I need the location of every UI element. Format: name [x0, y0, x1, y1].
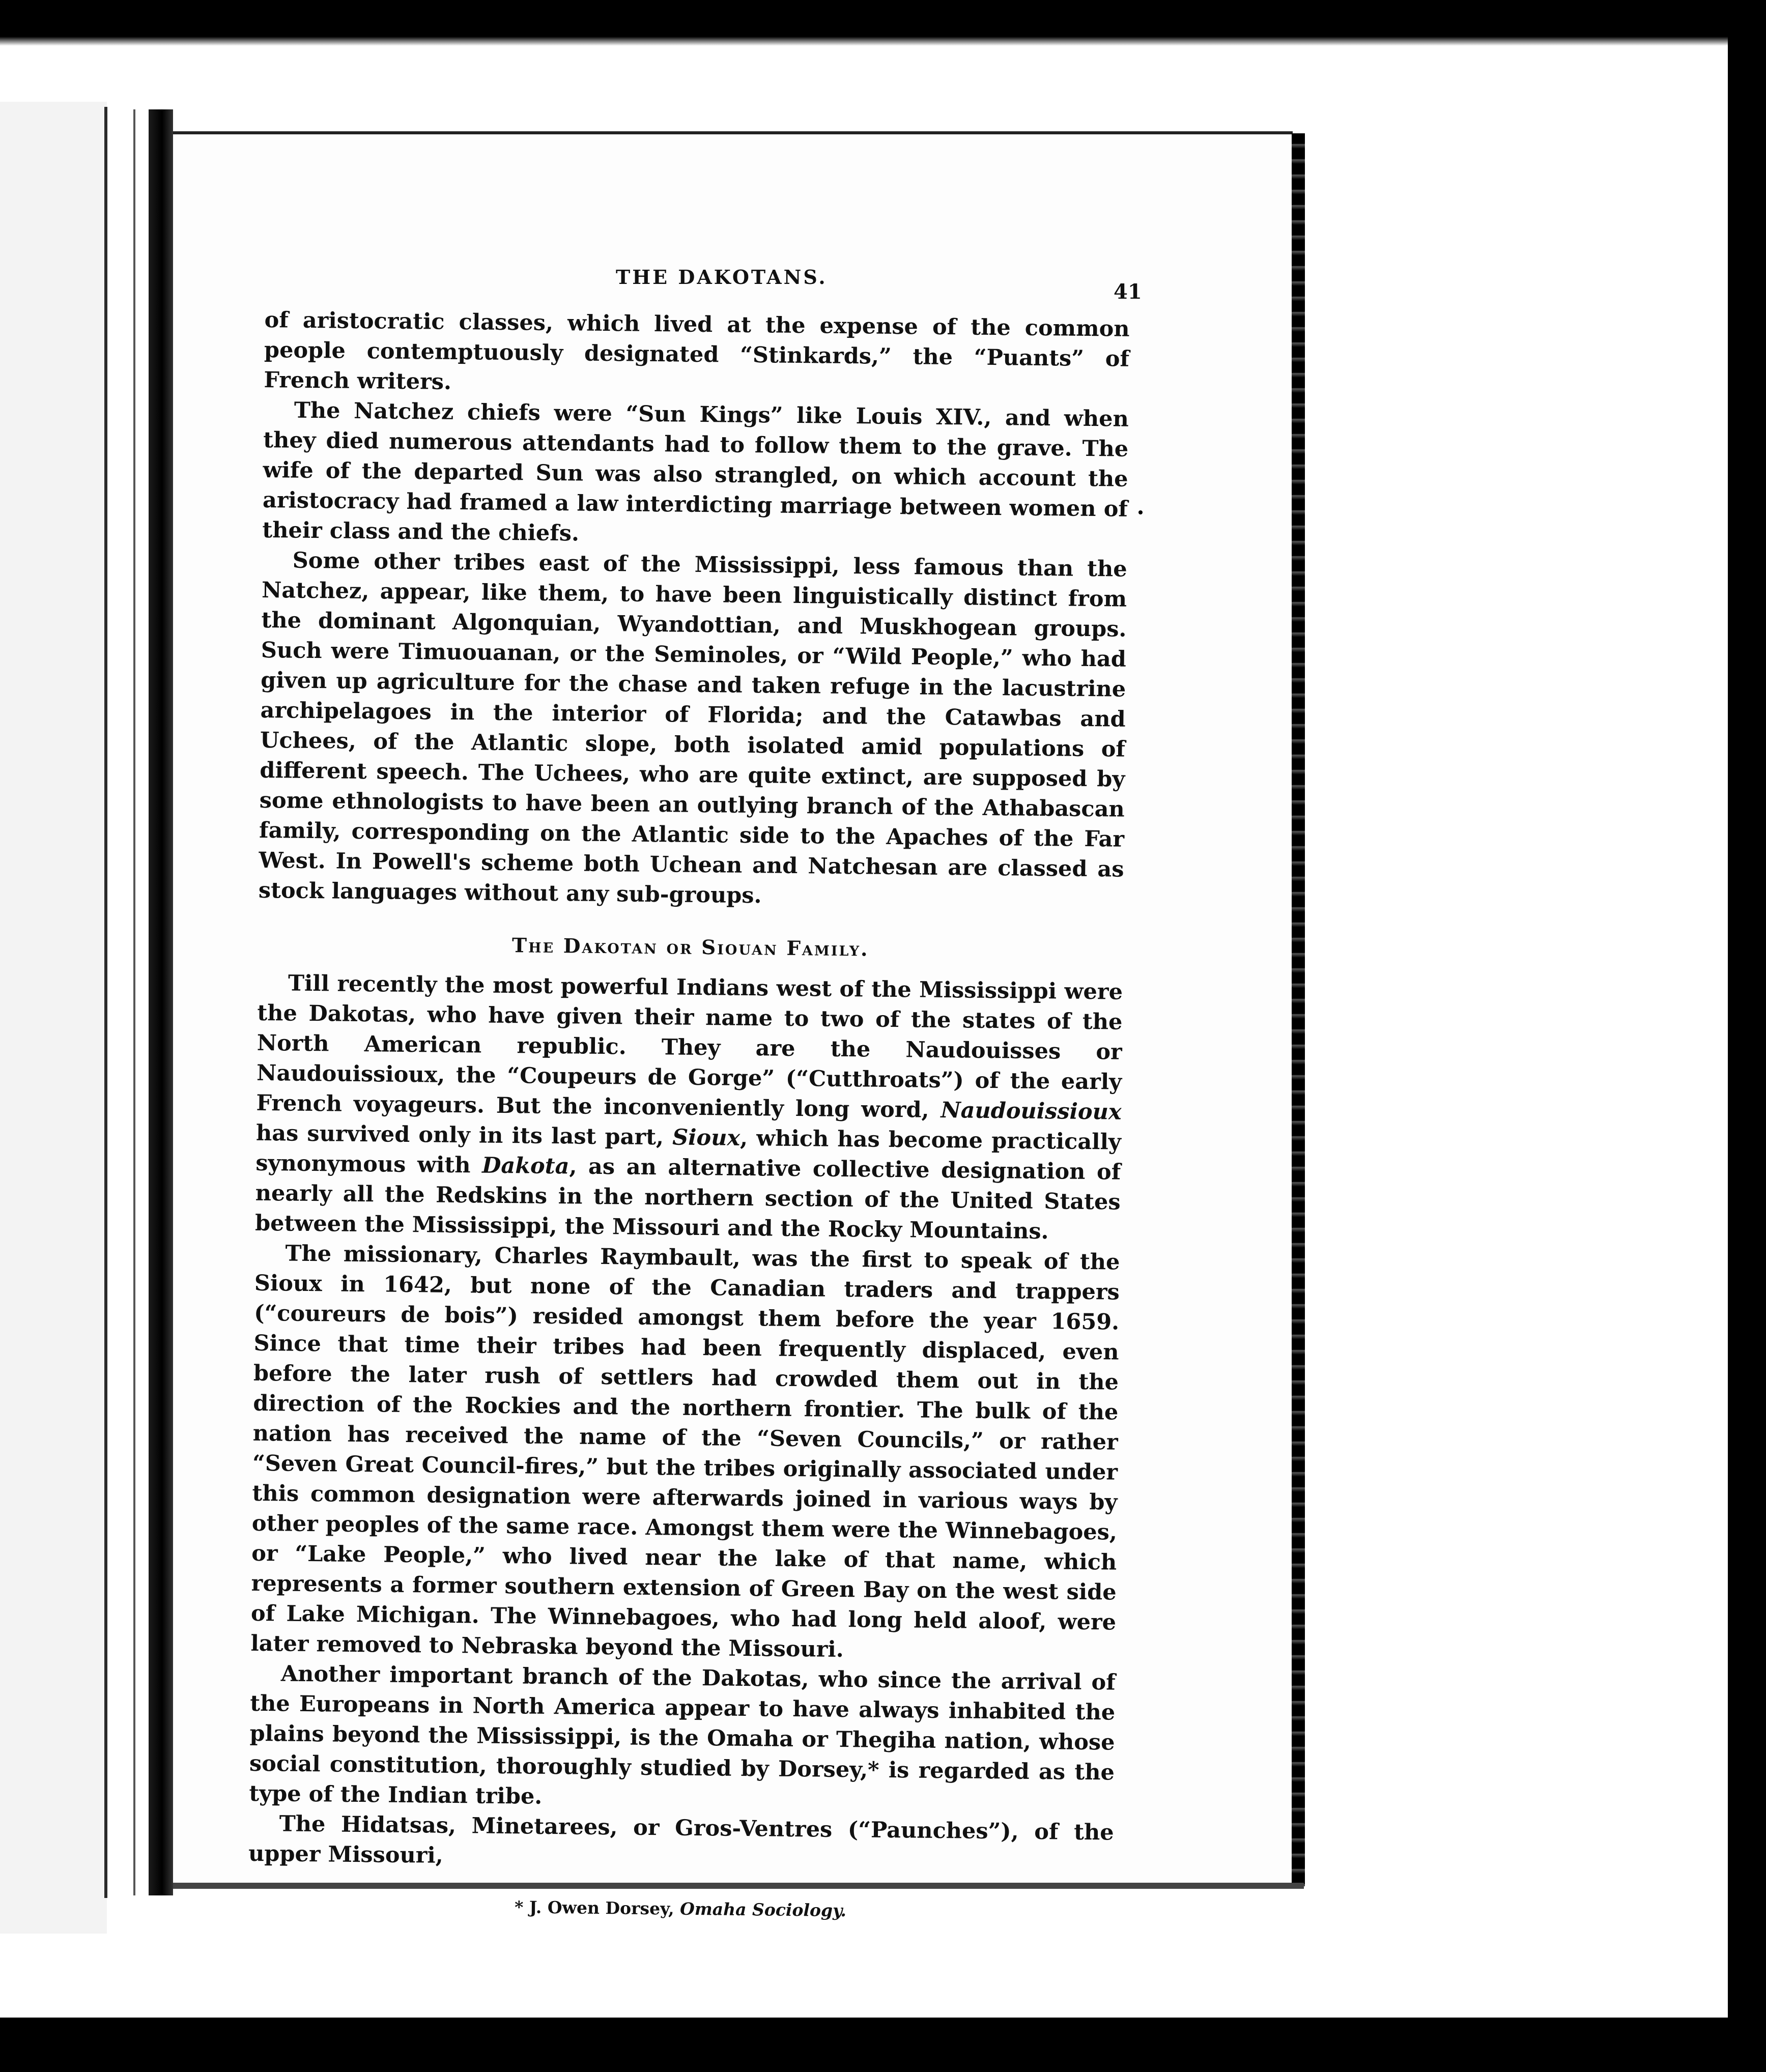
page-number: 41 [1114, 280, 1142, 304]
body-text [248, 305, 1130, 1929]
footnote-author: * J. Owen Dorsey, [514, 1897, 680, 1919]
section-heading: The Dakotan or Siouan Family. [511, 934, 869, 961]
scan-frame-right [1728, 0, 1766, 2072]
italic-term: Dakota [481, 1153, 569, 1179]
paragraph: The Natchez chiefs were “Sun Kings” like Louis XIV., and when they died numerous attendants had to follow them to the grave. The wife of the departed Sun was also strangled, on which account the aristocracy had framed a law interdicting marriage between women of their class and the chiefs. [262, 397, 1129, 546]
paragraph: Another important branch of the Dakotas, who since the arrival of the Europeans in North America appear to have always inhabited the plains beyond the Mississippi, is the Omaha or Thegiha nation, whose social constitution, thoroughly studied by Dorsey,* is regarded as the type of the Indian tribe. [249, 1661, 1116, 1809]
paragraph-text: has survived only in its last part, [255, 1120, 673, 1150]
adjacent-page [0, 102, 107, 1934]
paragraph: The Hidatsas, Minetarees, or Gros-Ventres (“Paunches”), of the upper Missouri, [248, 1811, 1114, 1868]
italic-term: Sioux [672, 1125, 740, 1151]
italic-term: Naudouissioux [941, 1097, 1122, 1125]
scan-frame-bottom [0, 2018, 1766, 2072]
running-head: THE DAKOTANS. [616, 266, 828, 289]
scan-frame-top [0, 0, 1766, 37]
gutter-line [133, 109, 135, 1895]
paragraph-text: Till recently the most powerful Indians west of the Mississippi were the Dakotas, who have given their name to two of the states of the North American republic. They are the Naudouisses or Naudouissioux, the “Coupeurs de Gorge” (“Cutthroats”) of the early French voyageurs. But the inconveniently long word, [256, 970, 1123, 1123]
footnote [248, 1889, 1114, 1929]
paragraph-text: , as an alternative collective designation of nearly all the Redskins in the northern section of the United States between the Mississippi, the Missouri and the Rocky Mountains. [254, 1154, 1121, 1245]
paragraph: The missionary, Charles Raymbault, was the first to speak of the Sioux in 1642, but none of the Canadian traders and trappers (“coureurs de bois”) resided amongst them before the year 1659. Since that time their tribes had been frequently displaced, even before the later rush of settlers had crowded them out in the direction of the Rockies and the northern frontier. The bulk of the nation has received the name of the “Seven Councils,” or rather “Seven Great Council-fires,” but the tribes originally associated under this common designation were afterwards joined in various ways by other peoples of the same race. Amongst them were the Winnebagoes, or “Lake People,” who lived near the lake of that name, which represents a former southern extension of Green Bay on the west side of Lake Michigan. The Winnebagoes, who had long held aloof, were later removed to Nebraska beyond the Missouri. [250, 1241, 1120, 1663]
gutter-line [104, 107, 107, 1898]
paragraph [255, 968, 1123, 1248]
paragraph: Some other tribes east of the Mississippi, less famous than the Natchez, appear, like them, to have been linguistically distinct from the dominant Algonquian, Wyandottian, and Muskhogean groups. Such were Timuouanan, or the Seminoles, or “Wild People,” who had given up agriculture for the chase and taken refuge in the lacustrine archipelagoes in the interior of Florida; and the Catawbas and Uchees, of the Atlantic slope, both isolated amid populations of different speech. The Uchees, who are quite extinct, are supposed by some ethnologists to have been an outlying branch of the Athabascan family, corresponding on the Atlantic side to the Apaches of the Far West. In Powell's scheme both Uchean and Natchesan are classed as stock languages without any sub-groups. [258, 548, 1127, 909]
book-binding [149, 109, 173, 1895]
page-edge [1292, 133, 1305, 1886]
scan-frame-shadow [0, 37, 1766, 46]
scan-speck [1138, 510, 1143, 514]
footnote-work: Omaha Sociology. [679, 1898, 847, 1921]
paragraph-text: , which has become practically synonymous with [255, 1125, 1122, 1178]
paragraph: of aristocratic classes, which lived at the expense of the common people contemptuously designated “Stinkards,” the “Puants” of French writers. [264, 307, 1130, 395]
